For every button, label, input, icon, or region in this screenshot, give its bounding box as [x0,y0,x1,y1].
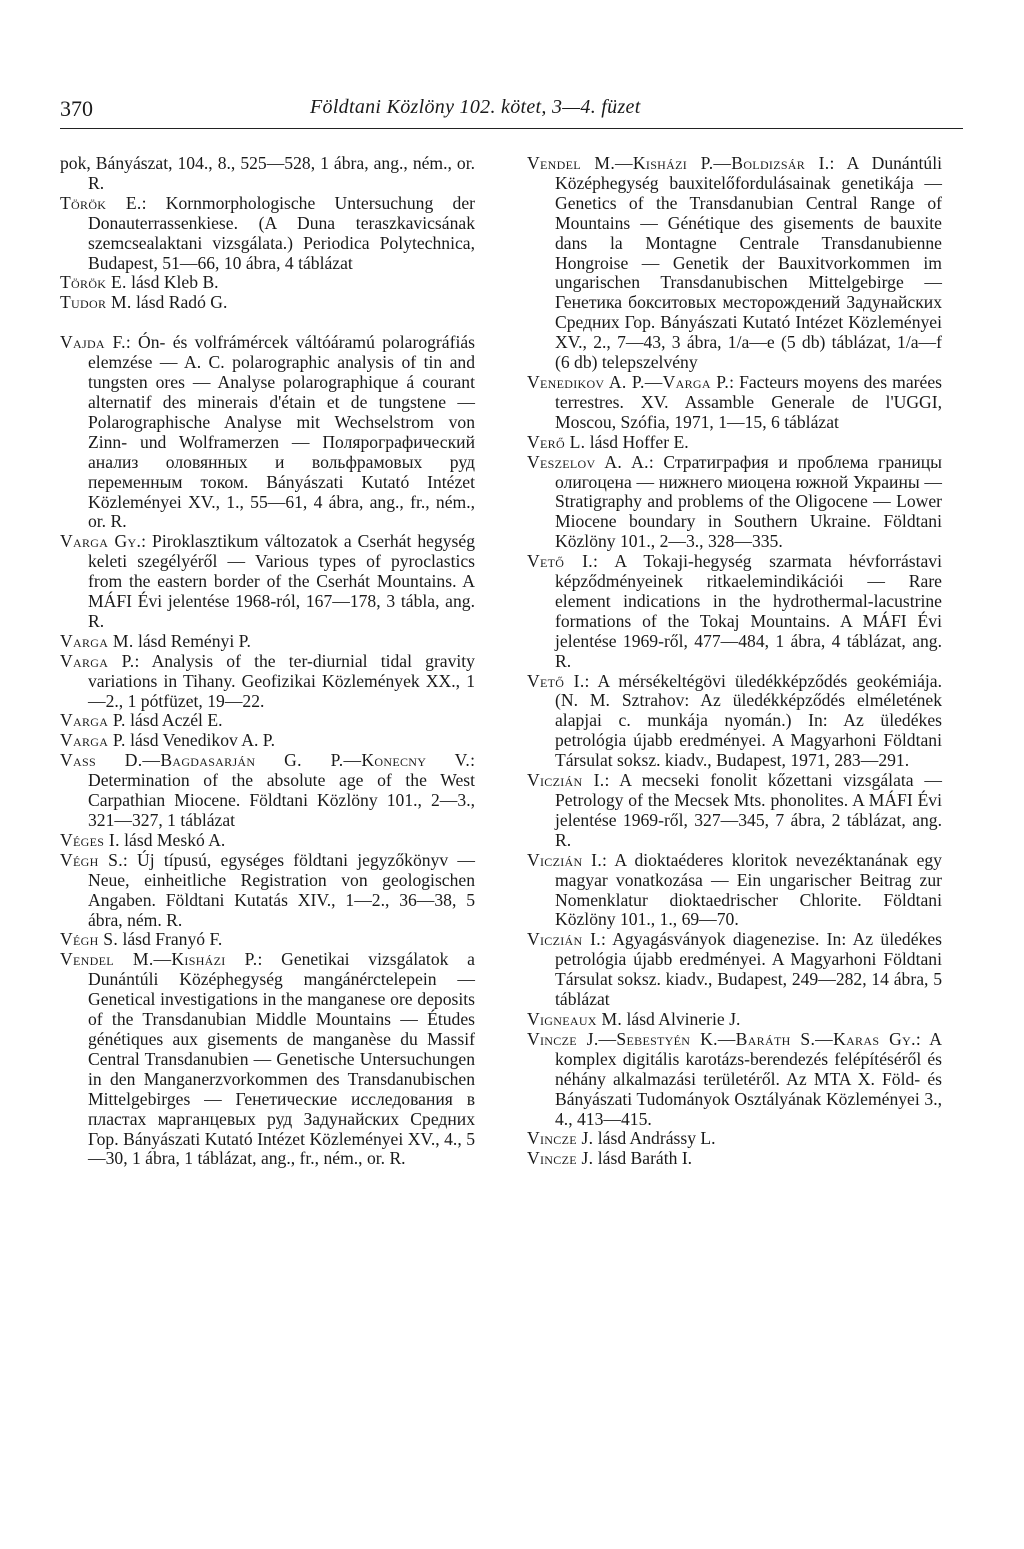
bibliography-entry [60,632,475,652]
entry-text: lásd Venedikov A. P. [125,730,275,751]
entry-author: Vető I. [527,551,593,572]
entry-text: : Analysis of the ter-diurnial tidal gravity variations in Tihany. Geofizikai Közlemények XX., 1—2., 1 pótfüzet, 19—22. [88,650,475,711]
entry-author: Viczián I. [527,929,601,950]
bibliography-entry [527,552,942,671]
bibliography-entry [60,273,475,293]
entry-author: Vincze J. [527,1128,594,1149]
entry-author: Török E. [60,192,142,213]
bibliography-entry [60,293,475,313]
entry-text: : A dioktaéderes kloritok nevezéktanának egy magyar vonatkozása — Ein ungarischer Beitrag zur Nomenklatur dioktaedrischer Chlorite. Földtani Közlöny 101., 1., 69—70. [555,849,942,930]
entry-text: lásd Baráth I. [593,1148,693,1169]
entry-text: lásd Hoffer E. [585,431,689,452]
entry-author: Tudor M. [60,292,132,313]
entry-text: lásd Alvinerie J. [622,1008,741,1029]
bibliography-entry [60,333,475,532]
entry-text: lásd Franyó F. [118,929,223,950]
bibliography-entry [60,532,475,632]
bibliography-entry [60,831,475,851]
entry-author: Vincze J.—Sebestyén K.—Baráth S.—Karas Gy. [527,1028,916,1049]
bibliography-entry [527,1149,942,1169]
entry-text: lásd Reményi P. [133,630,251,651]
bibliography-entry [60,930,475,950]
entry-author: Végh S. [60,929,119,950]
entry-author: Veszelov A. A. [527,451,649,472]
left-column [60,154,475,1169]
entry-author: Török E. [60,272,127,293]
bibliography-entry [527,1030,942,1130]
entry-text: lásd Aczél E. [125,710,223,731]
entry-author: Vass D.—Bagdasarján G. P.—Konecny V. [60,750,471,771]
bibliography-entry [527,453,942,553]
entry-text: lásd Meskó A. [119,829,226,850]
bibliography-entry [60,751,475,831]
entry-text: lásd Andrássy L. [593,1128,716,1149]
entry-text: : Kornmorphologische Untersuchung der Donauterrassenkiese. (A Duna teraszkavicsának szemcsealaktani vizsgálata.) Periodica Polytechnica, Budapest, 51—66, 10 ábra, 4 táblázat [88,192,475,273]
bibliography-entry [527,154,942,373]
bibliography-entry [527,771,942,851]
page-number: 370 [60,96,93,121]
bibliography-entry [527,851,942,931]
entry-author: Vető I. [527,670,585,691]
entry-text: : Új típusú, egységes földtani jegyzőkönyv — Neue, einheitliche Registration von geologischen Angaben. Földtani Kutatás XIV., 1—2., 36—38, 5 ábra, ném. R. [88,849,475,930]
entry-author: Verő L. [527,431,586,452]
running-title: Földtani Közlöny 102. kötet, 3—4. füzet [310,96,641,118]
entry-text: : Ón- és volfrámércek váltóáramú polarográfiás elemzése — A. C. polarographic analysis of tin and tungsten ores — Analyse polarographique á courant alternatif des minerais d'étain et de tungstene — Polarographische Analyse mit Wechselstrom von Zinn- und Wolframerzen — Полярографический анализ оловянных и вольфрамовых руд переменным током. Bányászati Kutató Intézet Közleményei XV., 1., 55—61, 4 ábra, ang., fr., ném., or. R. [88,332,476,532]
entry-text: : Facteurs moyens des marées terrestres. XV. Assamble Generale de l'UGGI, Moscou, Szófia, 1971, 1—15, 6 táblázat [555,371,942,432]
entry-text: lásd Radó G. [131,292,228,313]
entry-author: Véges I. [60,829,120,850]
entry-text: pok, Bányászat, 104., 8., 525—528, 1 ábra, ang., ném., or. R. [60,153,475,193]
entry-text: : A mérsékeltégövi üledékképződés geokémiája. (N. M. Sztrahov: Az üledékképződés elméletének alapjai c. munkája nyomán.) In: Az üledékes petrológia újabb eredményei. A Magyarhoni Földtani Társulat soksz. kiadv., Budapest, 1971, 283—291. [555,670,942,771]
entry-text: : Genetikai vizsgálatok a Dunántúli Középhegység mangánérctelepein — Genetical investigations in the manganese ore deposits of the Transdanubian Middle Mountains — Études génétiques aux gisements de manganèse du Massif Central Transdanubien — Genetische Untersuchungen in den Manganerzvorkommen des Transdanubischen Mittelgebirges — Генетические исследования в пластах марганцевых руд Задунайских Средних Гор. Bányászati Kutató Intézet Közleményei XV., 4., 5—30, 1 ábra, 1 táblázat, ang., fr., ném., or. R. [88,949,475,1169]
right-column [527,154,942,1169]
entry-author: Vendel M.—Kisházi P. [60,949,258,970]
entry-text: : A mecseki fonolit kőzettani vizsgálata — Petrology of the Mecsek Mts. phonolites. A MÁFI Évi jelentése 1969-ről, 327—345, 7 ábra, 2 táblázat, ang. R. [555,770,942,850]
bibliography-entry [60,950,475,1169]
bibliography-entry [527,672,942,772]
bibliography-entry [60,652,475,712]
bibliography-entry [60,711,475,731]
entry-text: lásd Kleb B. [126,272,219,293]
entry-author: Venedikov A. P.—Varga P. [527,371,730,392]
entry-author: Varga P. [60,710,126,731]
entry-text: : Стратиграфия и проблема границы олигоцена — нижнего миоцена южной Украины — Stratigraphy and problems of the Oligocene — Lower Miocene boundary in Southern Ukraine. Földtani Közlöny 101., 2—3., 328—335. [555,451,942,552]
entry-text: : Agyagásványok diagenezise. In: Az üledékes petrológia újabb eredményei. A Magyarhoni Földtani Társulat soksz. kiadv., Budapest, 249—282, 14 ábra, 5 táblázat [555,929,942,1010]
entry-author: Varga P. [60,650,135,671]
bibliography-entry [527,1129,942,1149]
entry-author: Varga Gy. [60,531,142,552]
entry-author: Vincze J. [527,1148,594,1169]
bibliography-entry [60,851,475,931]
entry-author: Viczián I. [527,770,605,791]
bibliography-entry [527,930,942,1010]
entry-author: Vigneaux M. [527,1008,623,1029]
entry-author: Viczián I. [527,849,603,870]
entry-author: Varga M. [60,630,134,651]
entry-author: Vajda F. [60,332,126,353]
entry-author: Varga P. [60,730,126,751]
entry-author: Vendel M.—Kisházi P.—Boldizsár I. [527,153,830,173]
bibliography-entry [60,194,475,274]
entry-text: : A Dunántúli Középhegység bauxitelőfordulásainak genetikája — Genetics of the Transdanubian Central Range of Mountains — Génétique des gisements de bauxite dans la Montagne Centrale Transdanubienne Hongroise — Genetik der Bauxitvorkommen im ungarischen Transdanubischen Mittelgebirge — Генетика бокситовых месторождений Задунайских Средних Гор. Bányászati Kutató Intézet Közleményei XV., 2., 7—43, 3 ábra, 1/a—e (5 db) táblázat, 1/a—f (6 db) telepszelvény [555,153,942,373]
entry-text: : A komplex digitális karotázs-berendezés felépítéséről és néhány alkalmazási területéről. Az MTA X. Föld- és Bányászati Tudományok Osztályának Közleményei 3., 4., 413—415. [555,1028,942,1129]
page-header [60,88,963,129]
entry-author: Végh S. [60,849,123,870]
entry-text: : Determination of the absolute age of the West Carpathian Miocene. Földtani Közlöny 101., 2—3., 321—327, 1 táblázat [88,750,475,830]
bibliography-entry [60,731,475,751]
bibliography-entry [527,373,942,433]
entry-text: : Piroklasztikum változatok a Cserhát hegység keleti szegélyéről — Various types of pyroclastics from the eastern border of the Cserhát Mountains. A MÁFI Évi jelentése 1968-ról, 167—178, 3 tábla, ang. R. [88,531,475,631]
bibliography-entry [60,154,475,194]
bibliography-entry [527,1010,942,1030]
entry-text: : A Tokaji-hegység szarmata hévforrástavi képződményeinek ritkaelemindikációi — Rare element indications in the hydrothermal-lacustrine formations of the Tokaj Mountains. A MÁFI Évi jelentése 1969-ről, 477—484, 1 ábra, 4 táblázat, ang. R. [555,551,942,671]
bibliography-entry [527,433,942,453]
